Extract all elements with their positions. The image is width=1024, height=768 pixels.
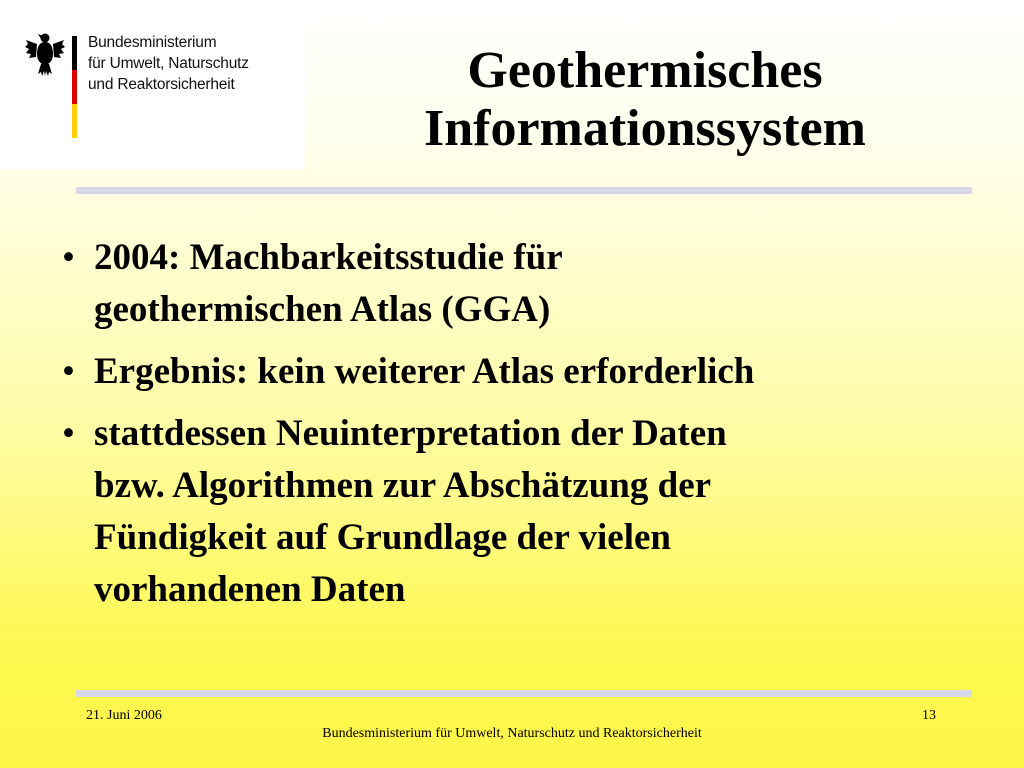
- logo-line-1: Bundesministerium: [88, 34, 217, 51]
- flag-stripe: [72, 36, 77, 138]
- ministry-logo: [0, 0, 305, 170]
- flag-stripe-gold: [72, 104, 77, 138]
- bullet-list: [60, 232, 960, 626]
- logo-text: [88, 32, 249, 95]
- bullet-text: geothermischen Atlas (GGA): [94, 289, 551, 330]
- footer-organization: Bundesministerium für Umwelt, Naturschutz und Reaktorsicherheit: [322, 726, 702, 741]
- slide-title: [320, 42, 970, 158]
- slide-title-line-2: Informationssystem: [424, 100, 866, 157]
- footer-divider: [76, 690, 972, 697]
- bullet-item-3: [60, 408, 960, 616]
- flag-stripe-black: [72, 36, 77, 70]
- slide-title-line-1: Geothermisches: [467, 42, 823, 99]
- bullet-marker: •: [62, 351, 75, 392]
- footer-date: 21. Juni 2006: [86, 708, 162, 723]
- bullet-marker: •: [62, 413, 75, 454]
- federal-eagle-icon: [24, 30, 66, 78]
- flag-stripe-red: [72, 70, 77, 104]
- bullet-text: Ergebnis: kein weiterer Atlas erforderlich: [94, 351, 755, 392]
- bullet-text: vorhandenen Daten: [94, 569, 406, 610]
- bullet-text: stattdessen Neuinterpretation der Daten: [94, 413, 727, 454]
- bullet-item-2: [60, 346, 960, 398]
- bullet-text: bzw. Algorithmen zur Abschätzung der: [94, 465, 712, 506]
- bullet-item-1: [60, 232, 960, 336]
- logo-line-2: für Umwelt, Naturschutz: [88, 55, 249, 72]
- bullet-marker: •: [62, 237, 75, 278]
- bullet-text: 2004: Machbarkeitsstudie für: [94, 237, 563, 278]
- page-number: 13: [922, 708, 936, 723]
- logo-line-3: und Reaktorsicherheit: [88, 76, 235, 93]
- bullet-text: Fündigkeit auf Grundlage der vielen: [94, 517, 671, 558]
- title-divider: [76, 187, 972, 194]
